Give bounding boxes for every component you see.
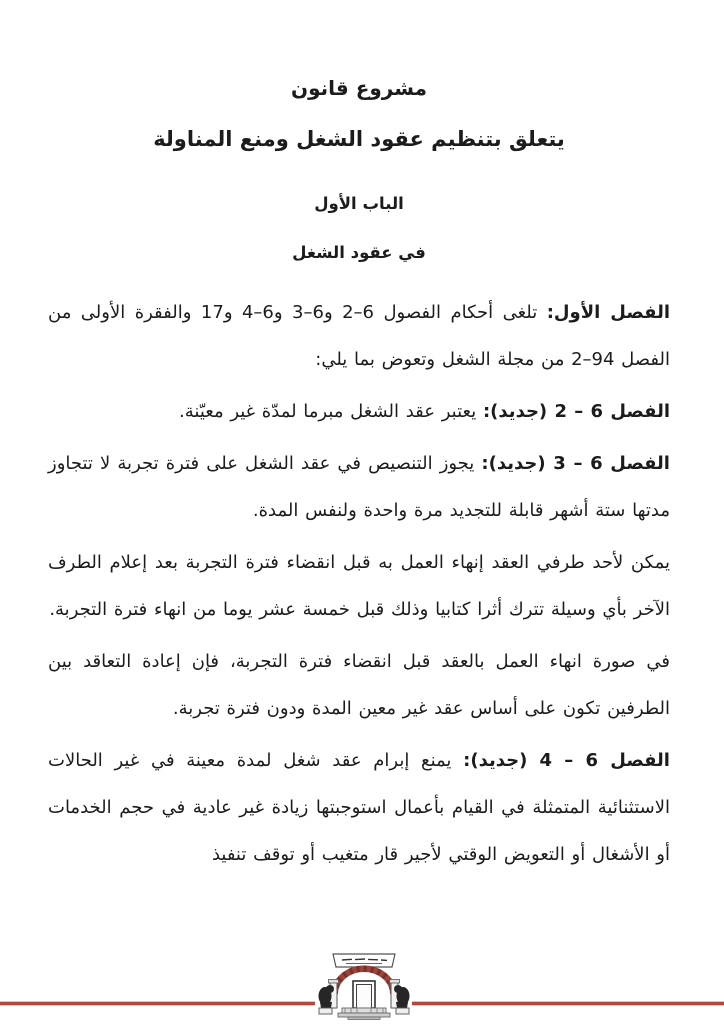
document-subtitle: يتعلق بتنظيم عقود الشغل ومنع المناولة [153,127,565,151]
article-text: يمنع إبرام عقد شغل لمدة معينة في غير الحالات الاستثنائية المتمثلة في القيام بأعمال استوجبتها زيادة غير عادية في حجم الخدمات أو الأشغال أو التعويض الوقتي لأجير قار متغيب أو توقف تنفيذ [48,750,670,865]
article-text: تلغى أحكام الفصول 6–2 و6–3 و6–4 و17 والفقرة الأولى من الفصل 94–2 من مجلة الشغل وتعوض بما يلي: [48,302,670,370]
paragraph-article-6-4 [48,737,670,878]
article-text: يعتبر عقد الشغل مبرما لمدّة غير معيّنة. [179,401,477,422]
parliament-emblem-logo [318,952,410,1020]
footer-divider-left [0,1002,315,1005]
article-lead: الفصل 6 – 4 (جديد): [463,750,670,771]
article-text: يجوز التنصيص في عقد الشغل على فترة تجربة لا تتجاوز مدتها ستة أشهر قابلة للتجديد مرة واحدة ولنفس المدة. [48,453,670,521]
document-title: مشروع قانون [291,76,427,100]
article-lead: الفصل 6 – 2 (جديد): [482,401,670,422]
article-text: في صورة انهاء العمل بالعقد قبل انقضاء فترة التجربة، فإن إعادة التعاقد بين الطرفين تكون على أساس عقد غير معين المدة ودون فترة تجربة. [48,651,670,719]
paragraph-trial-termination [48,539,670,633]
article-lead: الفصل 6 – 3 (جديد): [481,453,670,474]
article-text: يمكن لأحد طرفي العقد إنهاء العمل به قبل انقضاء فترة التجربة بعد إعلام الطرف الآخر بأي وسيلة تترك أثرا كتابيا وذلك قبل خمسة عشر يوما من انهاء فترة التجربة. [48,552,670,620]
paragraph-recontracting [48,638,670,732]
document-content [48,0,670,883]
paragraph-article-6-2 [48,388,670,435]
article-lead: الفصل الأول: [546,302,670,323]
page-footer [0,950,724,1024]
section-heading: في عقود الشغل [292,243,426,262]
paragraph-article-6-3 [48,440,670,534]
footer-divider-right [412,1002,724,1005]
paragraph-article-1 [48,289,670,383]
document-body [48,289,670,878]
chapter-heading: الباب الأول [314,194,404,213]
